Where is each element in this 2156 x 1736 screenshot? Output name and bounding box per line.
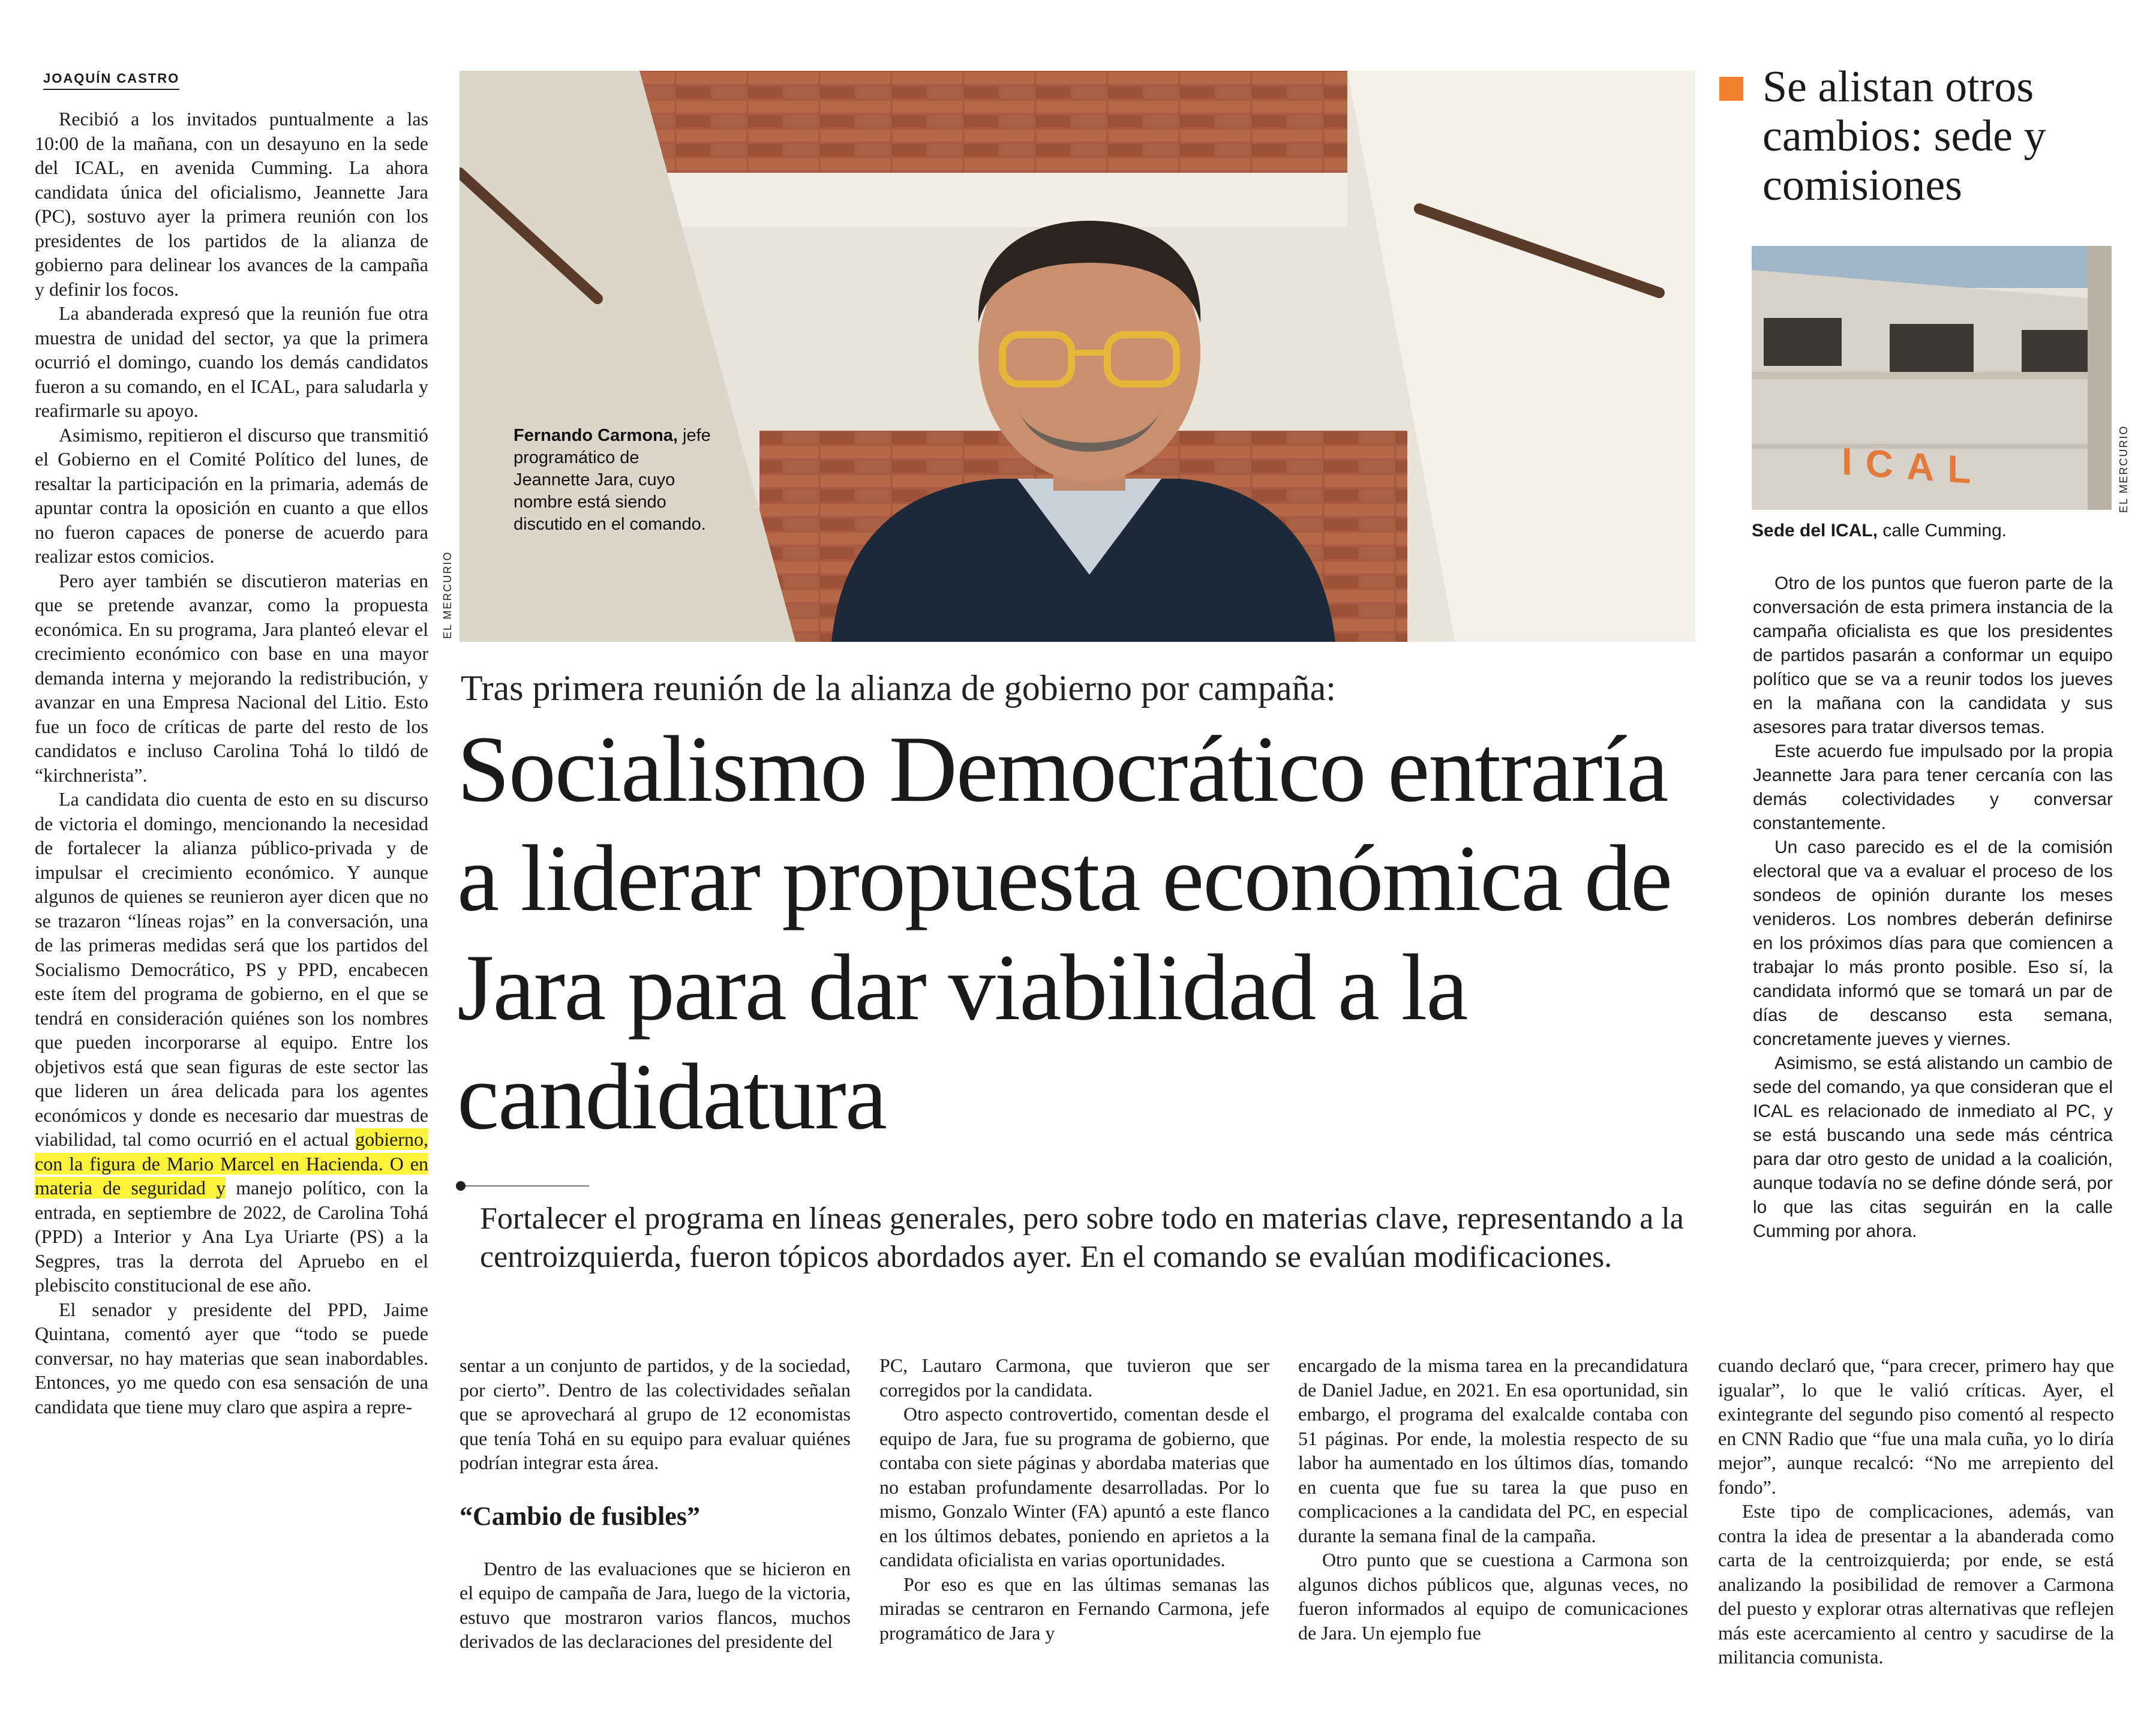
- deck-divider: [460, 1185, 589, 1187]
- paragraph: cuando declaró que, “para crecer, primero hay que igualar”, lo que le valió críticas. Ayer, el exintegrante del segundo piso comentó al respecto en CNN Radio que “fue una mala cuña, yo lo diría mejor”, aunque recalcó: “No me arrepiento del fondo”.: [1718, 1354, 2114, 1498]
- sidebar-body: [1753, 572, 2113, 1244]
- paragraph: [35, 787, 428, 1298]
- paragraph: El senador y presidente del PPD, Jaime Quintana, comentó ayer que “todo se puede conversar, no hay materias que sean inabordables. Entonces, yo me quedo con esa sensación de una candidata que tiene muy claro que aspira a repre-: [35, 1298, 428, 1417]
- caption-name: Fernando Carmona,: [514, 426, 678, 445]
- column-1: [35, 107, 428, 1419]
- byline: JOAQUÍN CASTRO: [43, 71, 179, 90]
- column-3: [879, 1353, 1269, 1645]
- sidebar-title: Se alistan otros cambios: sede y comisiones: [1762, 62, 2046, 210]
- column-4: [1298, 1353, 1688, 1645]
- paragraph: Este acuerdo fue impulsado por la propia Jeannette Jara para tener cercanía con las demás colectividades y conversar constantemente.: [1753, 741, 2113, 833]
- paragraph: Otro punto que se cuestiona a Carmona son algunos dichos públicos que, algunas veces, no fueron informados al equipo de comunicaciones de Jara. Un ejemplo fue: [1298, 1549, 1688, 1644]
- portrait-illustration: [460, 71, 1695, 642]
- column-2: [460, 1353, 851, 1654]
- paragraph: La abanderada expresó que la reunión fue otra muestra de unidad del sector, ya que la primera ocurrió el domingo, cuando los demás candidatos fueron a su comando, en el ICAL, para saludarla y reafirmarle su apoyo.: [35, 302, 428, 421]
- deck: Fortalecer el programa en líneas generales, pero sobre todo en materias clave, representando a la centroizquierda, fueron tópicos abordados ayer. En el comando se evalúan modificaciones.: [480, 1202, 1684, 1274]
- paragraph: Otro aspecto controvertido, comentan desde el equipo de Jara, fue su programa de gobierno, que contaba con siete páginas y abordaba materias que no estaban profundamente desarrolladas. Por lo mismo, Gonzalo Winter (FA) apuntó a este flanco en los últimos debates, poniendo en aprietos a la candidata oficialista en varias oportunidades.: [879, 1403, 1269, 1570]
- paragraph: Este tipo de complicaciones, además, van contra la idea de presentar a la abanderada como carta de la centroizquierda; por ende, se está analizando la posibilidad de remover a Carmona del puesto y explorar otras alternativas que reflejen más este acercamiento al centro y sacudirse de la militancia comunista.: [1718, 1500, 2114, 1668]
- caption-name: Sede del ICAL,: [1752, 521, 1878, 540]
- sidebar-photo: [1752, 246, 2112, 510]
- paragraph: encargado de la misma tarea en la precandidatura de Daniel Jadue, en 2021. En esa oportunidad, sin embargo, el programa del exalcalde contaba con 51 páginas. Por ende, la molestia respecto de su labor ha aumentado en los últimos días, tomando en cuenta que fue su tarea la que puso en complicaciones a la candidata del PC, en especial durante la semana final de la campaña.: [1298, 1354, 1688, 1546]
- paragraph: PC, Lautaro Carmona, que tuvieron que ser corregidos por la candidata.: [879, 1354, 1269, 1401]
- caption-text: jefe programático de Jeannette Jara, cuyo nombre está siendo discutido en el comando.: [514, 426, 711, 534]
- caption-text: calle Cumming.: [1882, 521, 2007, 540]
- paragraph: Recibió a los invitados puntualmente a las 10:00 de la mañana, con un desayuno en la sede del ICAL, en avenida Cumming. La ahora candidata única del oficialismo, Jeannette Jara (PC), sostuvo ayer la primera reunión con los presidentes de los partidos de la alianza de gobierno para delinear los avances de la campaña y definir los focos.: [35, 108, 428, 300]
- photo-credit: EL MERCURIO: [442, 551, 454, 639]
- paragraph: Por eso es que en las últimas semanas las miradas se centraron en Fernando Carmona, jefe programático de Jara y: [879, 1573, 1269, 1644]
- sidebar-accent-square: [1719, 77, 1743, 101]
- paragraph: Asimismo, se está alistando un cambio de sede del comando, ya que consideran que el ICAL es relacionado de inmediato al PC, y se está buscando una sede más céntrica para dar otro gesto de unidad a la coalición, aunque todavía no se define dónde será, por lo que las citas seguirán en la calle Cumming por ahora.: [1753, 1053, 2113, 1241]
- subhead: “Cambio de fusibles”: [460, 1501, 700, 1531]
- paragraph: Pero ayer también se discutieron materias en que se pretende avanzar, como la propuesta económica. En su programa, Jara planteó elevar el crecimiento económico con base en una mayor demanda interna y mejorando la redistribución, y avanzar en una Empresa Nacional del Litio. Esto fue un foco de críticas de parte del resto de los candidatos e incluso Carolina Tohá lo tildó de “kirchnerista”.: [35, 569, 428, 786]
- paragraph: sentar a un conjunto de partidos, y de la sociedad, por cierto”. Dentro de las colectividades señalan que se aprovechará al grupo de 12 economistas que tenía Tohá en su equipo para evaluar quiénes podrían integrar esta área.: [460, 1354, 851, 1473]
- headline: Socialismo Democrático entraría a liderar propuesta económica de Jara para dar viabilidad a la candidatura: [457, 717, 1672, 1149]
- deck-bullet: [456, 1181, 466, 1191]
- sidebar-photo-caption: [1752, 519, 2007, 542]
- building-sign: ICAL: [1842, 439, 1984, 493]
- paragraph-text: La candidata dio cuenta de esto en su discurso de victoria el domingo, mencionando la necesidad de fortalecer la alianza público-privada y de impulsar el crecimiento económico. Y aunque algunos de quienes se reunieron ayer dicen que no se trazaron “líneas rojas” en la conversación, una de las primeras medidas será que los partidos del Socialismo Democrático, PS y PPD, encabecen este ítem del programa de gobierno, en el que se tendrá en consideración quiénes son los nombres que pueden incorporarse al equipo. Entre los objetivos está que sean figuras de este sector las que lideren un área delicada para los agentes económicos y donde es necesario dar muestras de viabilidad, tal como ocurrió en el actual: [35, 788, 428, 1150]
- highlighted-text: gobierno, con la figura de Mario Marcel en Hacienda. O en materia de seguridad y: [35, 1128, 428, 1199]
- paragraph-text: manejo político, con la entrada, en septiembre de 2022, de Carolina Tohá (PPD) a Interior y Ana Lya Uriarte (PS) a la Segpres, tras la derrota del Apruebo en el plebiscito constitucional de ese año.: [35, 1177, 428, 1296]
- main-photo: [460, 71, 1695, 642]
- paragraph: Dentro de las evaluaciones que se hicieron en el equipo de campaña de Jara, luego de la victoria, estuvo que mostraron varios flancos, muchos derivados de las declaraciones del presidente del: [460, 1557, 851, 1652]
- paragraph: Otro de los puntos que fueron parte de la conversación de esta primera instancia de la campaña oficialista es que los presidentes de partidos pasarán a conformar un equipo político que se va a reunir todos los jueves en la mañana con la candidata y sus asesores para tratar diversos temas.: [1753, 573, 2113, 737]
- column-5: [1718, 1353, 2114, 1669]
- sidebar-photo-credit: EL MERCURIO: [2118, 425, 2130, 513]
- paragraph: Asimismo, repitieron el discurso que transmitió el Gobierno en el Comité Político del lunes, de resaltar la participación en la primaria, además de apuntar contra la oposición en cuanto a que ellos no fueron capaces de ponerse de acuerdo para realizar estos comicios.: [35, 424, 428, 567]
- kicker: Tras primera reunión de la alianza de gobierno por campaña:: [461, 668, 1336, 708]
- paragraph: Un caso parecido es el de la comisión electoral que va a evaluar el proceso de los sondeos de opinión durante los meses venideros. Los nombres deberán definirse en los próximos días para que comiencen a trabajar lo más pronto posible. Eso sí, la candidata informó que se tomará un par de días de descanso esta semana, concretamente jueves y viernes.: [1753, 837, 2113, 1049]
- photo-caption: [514, 425, 711, 536]
